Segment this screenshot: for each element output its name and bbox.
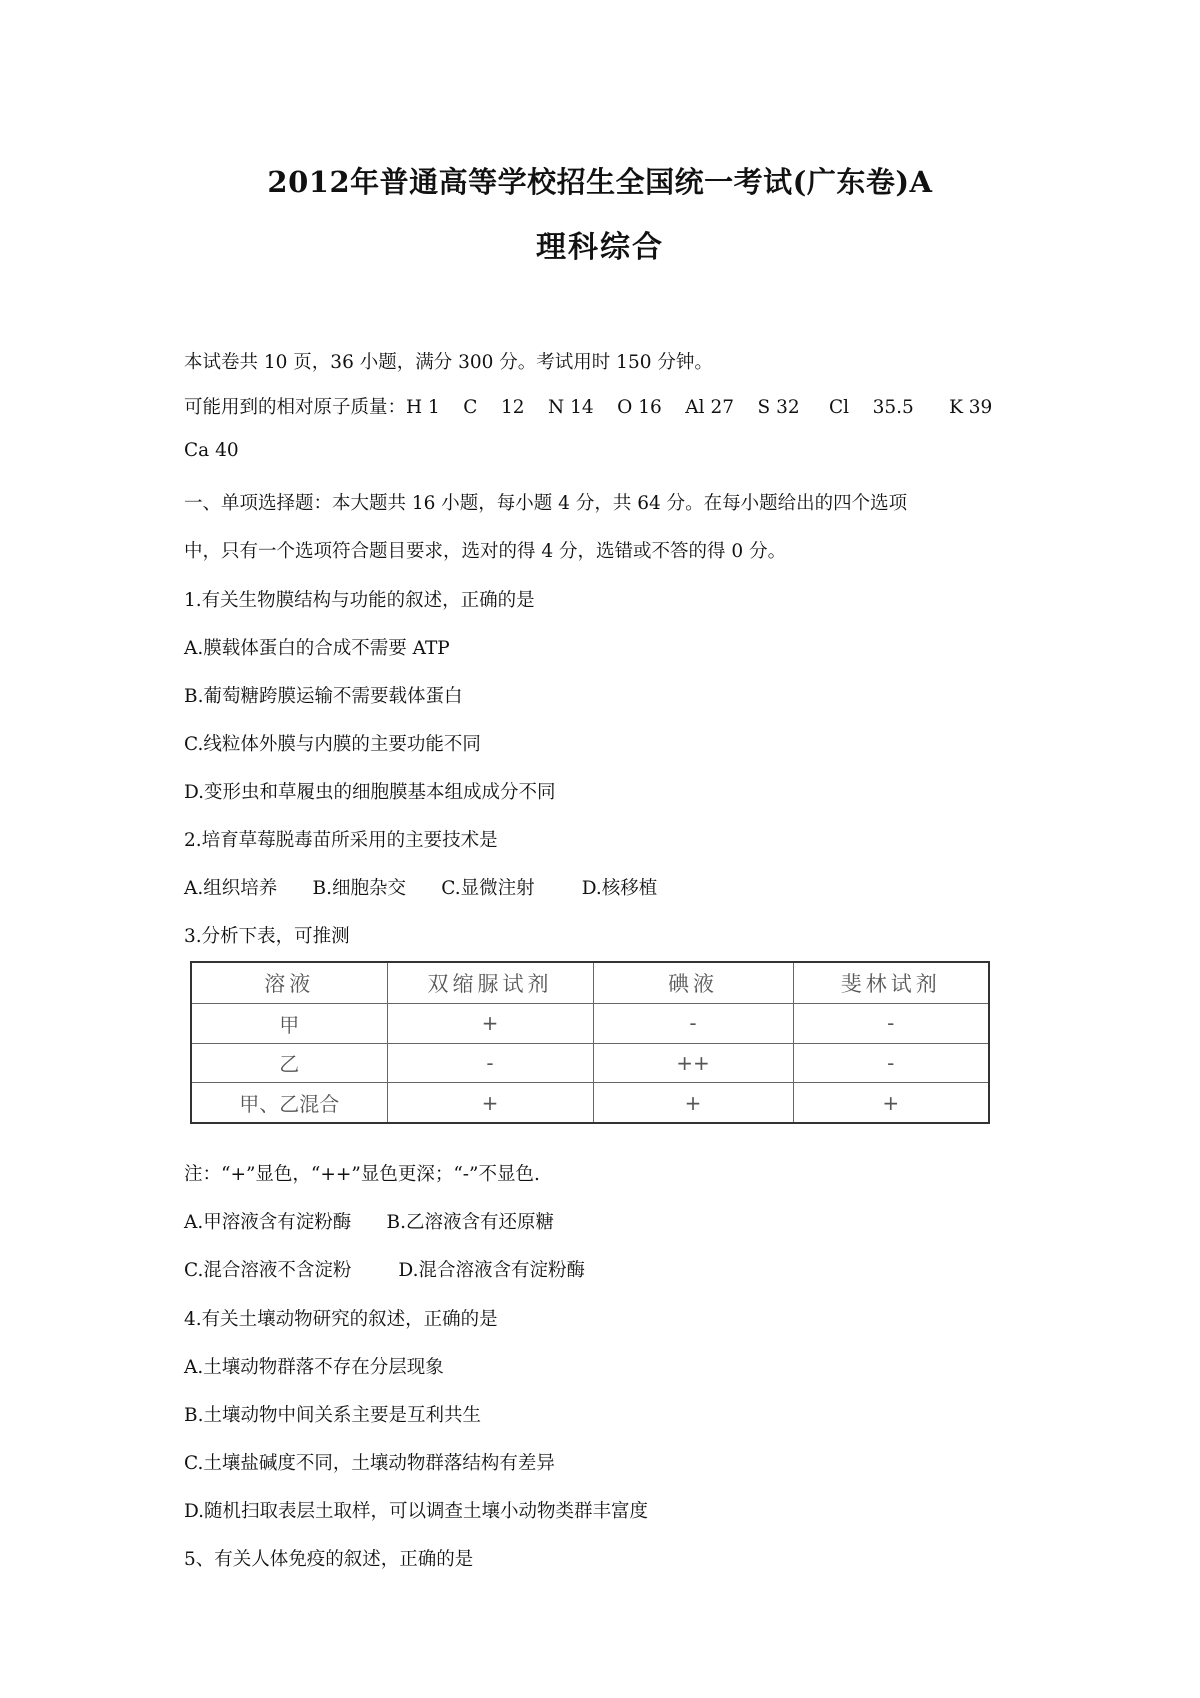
- question-2-options: A.组织培养 B.细胞杂交 C.显微注射 D.核移植: [184, 878, 658, 899]
- section-instructions-1: 一、单项选择题：本大题共 16 小题，每小题 4 分，共 64 分。在每小题给出的四个选项: [184, 493, 908, 514]
- table-cell: -: [793, 1043, 989, 1083]
- table-note: 注：“+”显色，“++”显色更深；“-”不显色.: [184, 1164, 540, 1185]
- table-row: [191, 1004, 989, 1044]
- question-3-options-cd: C.混合溶液不含淀粉 D.混合溶液含有淀粉酶: [184, 1260, 585, 1281]
- question-3-options-ab: A.甲溶液含有淀粉酶 B.乙溶液含有还原糖: [184, 1212, 555, 1233]
- table-cell: ++: [593, 1043, 793, 1083]
- table-cell: 甲、乙混合: [191, 1083, 387, 1123]
- question-4-option-a: A.土壤动物群落不存在分层现象: [184, 1357, 444, 1378]
- table-cell: 乙: [191, 1043, 387, 1083]
- question-3-stem: 3.分析下表，可推测: [184, 926, 350, 947]
- intro-line-1: 本试卷共 10 页，36 小题，满分 300 分。考试用时 150 分钟。: [184, 352, 713, 373]
- table-row: [191, 1083, 989, 1123]
- table-header-cell: 溶液: [191, 962, 387, 1004]
- table-cell: -: [593, 1004, 793, 1044]
- table-header-cell: 碘液: [593, 962, 793, 1004]
- question-4-option-d: D.随机扫取表层土取样，可以调查土壤小动物类群丰富度: [184, 1501, 649, 1522]
- table-cell: +: [387, 1004, 593, 1044]
- table-cell: 甲: [191, 1004, 387, 1044]
- question-1-option-d: D.变形虫和草履虫的细胞膜基本组成成分不同: [184, 782, 556, 803]
- section-instructions-2: 中，只有一个选项符合题目要求，选对的得 4 分，选错或不答的得 0 分。: [184, 541, 787, 562]
- question-4-option-c: C.土壤盐碱度不同，土壤动物群落结构有差异: [184, 1453, 555, 1474]
- table-cell: -: [793, 1004, 989, 1044]
- intro-line-2: 可能用到的相对原子质量：H 1 C 12 N 14 O 16 Al 27 S 32 Cl 35.5 K 39: [184, 397, 993, 418]
- question-4-stem: 4.有关土壤动物研究的叙述，正确的是: [184, 1309, 498, 1330]
- question-5-stem: 5、有关人体免疫的叙述，正确的是: [184, 1549, 474, 1570]
- question-2-stem: 2.培育草莓脱毒苗所采用的主要技术是: [184, 830, 498, 851]
- exam-subtitle: 理科综合: [536, 230, 664, 265]
- table-header-cell: 斐林试剂: [793, 962, 989, 1004]
- question-1-option-b: B.葡萄糖跨膜运输不需要载体蛋白: [184, 686, 463, 707]
- table-header-cell: 双缩脲试剂: [387, 962, 593, 1004]
- intro-line-3: Ca 40: [184, 440, 239, 461]
- reagent-test-table: [190, 961, 990, 1124]
- question-1-stem: 1.有关生物膜结构与功能的叙述，正确的是: [184, 590, 535, 611]
- question-1-option-a: A.膜载体蛋白的合成不需要 ATP: [184, 638, 450, 659]
- table-cell: -: [387, 1043, 593, 1083]
- table-cell: +: [793, 1083, 989, 1123]
- table-row: [191, 1043, 989, 1083]
- table-cell: +: [593, 1083, 793, 1123]
- table-header-row: [191, 962, 989, 1004]
- exam-title: 2012年普通高等学校招生全国统一考试(广东卷)A: [267, 165, 933, 199]
- question-4-option-b: B.土壤动物中间关系主要是互利共生: [184, 1405, 481, 1426]
- question-1-option-c: C.线粒体外膜与内膜的主要功能不同: [184, 734, 481, 755]
- table-cell: +: [387, 1083, 593, 1123]
